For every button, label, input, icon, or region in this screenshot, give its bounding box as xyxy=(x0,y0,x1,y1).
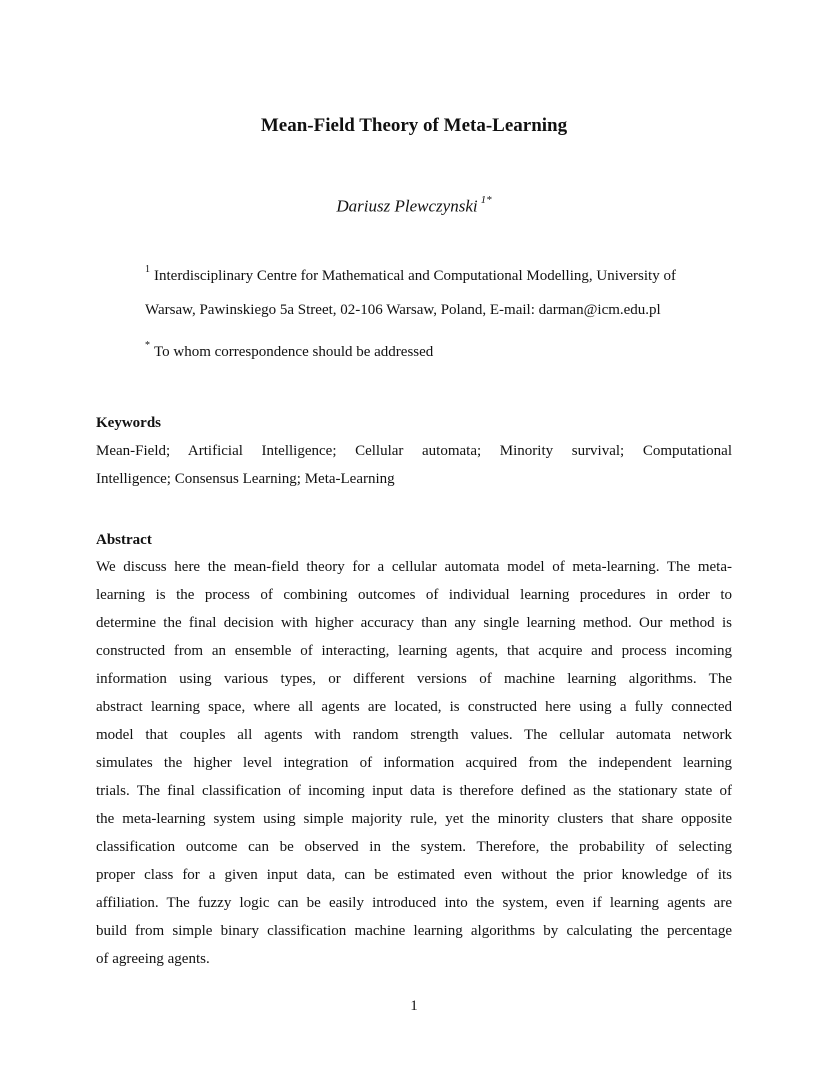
author-name: Dariusz Plewczynski xyxy=(336,196,478,216)
keywords-line: Intelligence; Consensus Learning; Meta-Learning xyxy=(96,471,395,487)
abstract-line: proper class for a given input data, can be estimated even without the prior knowledge of its xyxy=(96,867,732,883)
abstract-line: determine the final decision with higher accuracy than any single learning method. Our method is xyxy=(96,615,732,631)
affiliation-line-2 xyxy=(145,300,745,320)
abstract-line: abstract learning space, where all agents are located, is constructed here using a fully connected xyxy=(96,699,732,715)
abstract-line: classification outcome can be observed in the system. Therefore, the probability of selecting xyxy=(96,839,732,855)
author-line xyxy=(0,190,828,219)
abstract-line: trials. The final classification of incoming input data is therefore defined as the stationary state of xyxy=(96,783,732,799)
abstract-line: We discuss here the mean-field theory for a cellular automata model of meta-learning. The meta- xyxy=(96,559,732,575)
affiliation-text-2: Warsaw, Pawinskiego 5a Street, 02-106 Warsaw, Poland, E-mail: darman@icm.edu.pl xyxy=(145,302,661,318)
abstract-line: learning is the process of combining outcomes of individual learning procedures in order to xyxy=(96,587,732,603)
keywords-heading: Keywords xyxy=(96,415,161,431)
abstract-line: information using various types, or different versions of machine learning algorithms. The xyxy=(96,671,732,687)
abstract-heading: Abstract xyxy=(96,532,152,548)
abstract-line: affiliation. The fuzzy logic can be easily introduced into the system, even if learning agents are xyxy=(96,895,732,911)
abstract-line: build from simple binary classification machine learning algorithms by calculating the percentage xyxy=(96,923,732,939)
author-affiliation-marker: 1* xyxy=(480,194,492,206)
keywords-line: Mean-Field; Artificial Intelligence; Cellular automata; Minority survival; Computational xyxy=(96,443,732,459)
affiliation-line-1 xyxy=(145,262,745,286)
abstract-line: the meta-learning system using simple majority rule, yet the minority clusters that share opposite xyxy=(96,811,732,827)
correspondence-note xyxy=(145,338,745,362)
abstract-line: model that couples all agents with random strength values. The cellular automata network xyxy=(96,727,732,743)
affiliation-marker: 1 xyxy=(145,264,150,275)
abstract-line: constructed from an ensemble of interacting, learning agents, that acquire and process incoming xyxy=(96,643,732,659)
paper-title: Mean-Field Theory of Meta-Learning xyxy=(260,115,568,136)
correspondence-marker: * xyxy=(145,340,150,351)
affiliation-text-1: Interdisciplinary Centre for Mathematical and Computational Modelling, University of xyxy=(154,268,676,284)
abstract-line: simulates the higher level integration of information acquired from the independent learning xyxy=(96,755,732,771)
page-number: 1 xyxy=(410,998,418,1014)
correspondence-text: To whom correspondence should be addressed xyxy=(154,344,434,360)
abstract-line: of agreeing agents. xyxy=(96,951,210,967)
